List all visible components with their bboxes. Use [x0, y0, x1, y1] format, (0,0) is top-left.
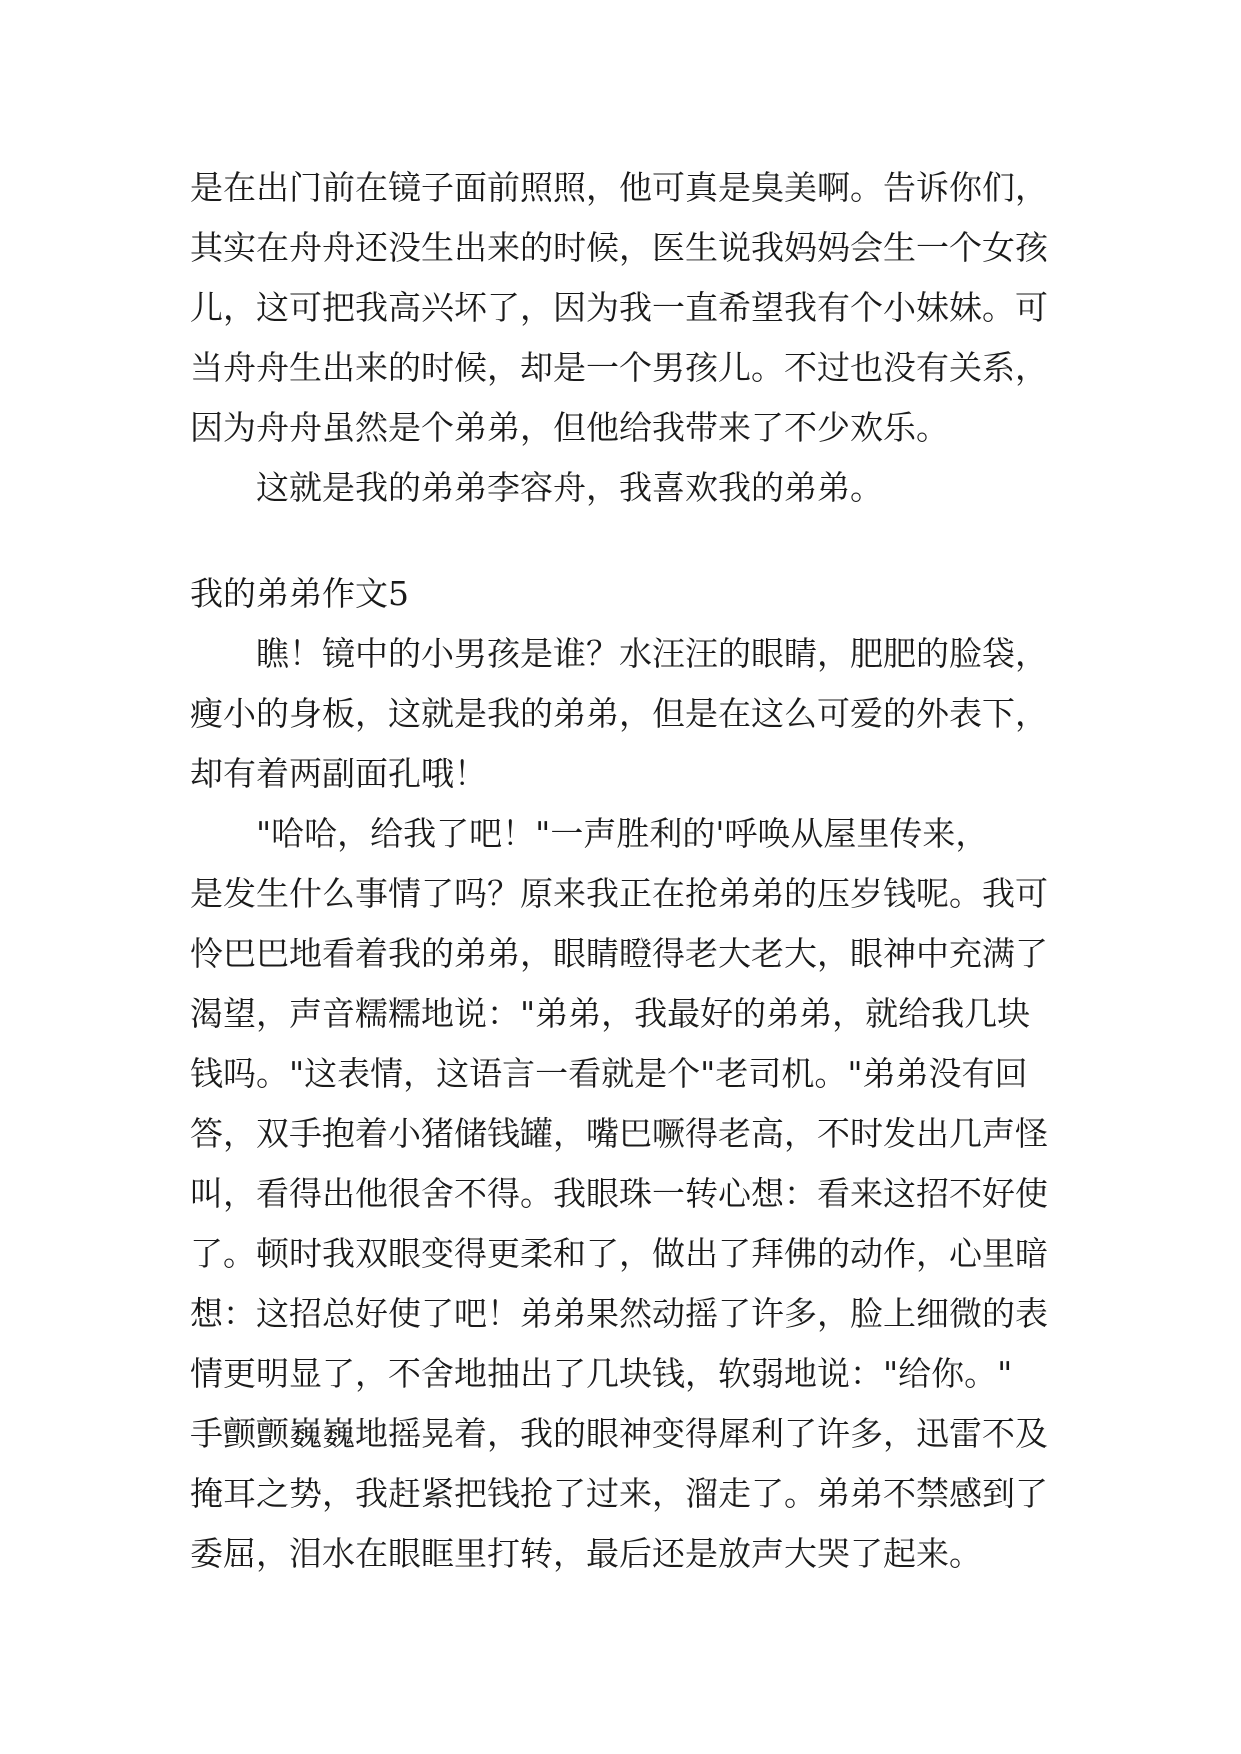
paragraph-line: 儿，这可把我高兴坏了，因为我一直希望我有个小妹妹。可 — [190, 288, 1048, 327]
essay-heading: 我的弟弟作文5 — [190, 574, 409, 613]
paragraph-line: 渴望，声音糯糯地说："弟弟，我最好的弟弟，就给我几块 — [190, 994, 1031, 1033]
paragraph-line: "哈哈，给我了吧！"一声胜利的'呼唤从屋里传来， — [256, 814, 989, 853]
paragraph-line: 是发生什么事情了吗？原来我正在抢弟弟的压岁钱呢。我可 — [190, 874, 1048, 913]
paragraph-line: 因为舟舟虽然是个弟弟，但他给我带来了不少欢乐。 — [190, 408, 949, 447]
paragraph-line: 手颤颤巍巍地摇晃着，我的眼神变得犀利了许多，迅雷不及 — [190, 1414, 1048, 1453]
paragraph-line: 怜巴巴地看着我的弟弟，眼睛瞪得老大老大，眼神中充满了 — [190, 934, 1048, 973]
paragraph-line: 了。顿时我双眼变得更柔和了，做出了拜佛的动作，心里暗 — [190, 1234, 1048, 1273]
paragraph-line: 瞧！镜中的小男孩是谁？水汪汪的眼睛，肥肥的脸袋， — [256, 634, 1048, 673]
paragraph-line: 掩耳之势，我赶紧把钱抢了过来，溜走了。弟弟不禁感到了 — [190, 1474, 1048, 1513]
paragraph-line: 钱吗。"这表情，这语言一看就是个"老司机。"弟弟没有回 — [190, 1054, 1028, 1093]
paragraph-line: 是在出门前在镜子面前照照，他可真是臭美啊。告诉你们， — [190, 168, 1048, 207]
paragraph-line: 其实在舟舟还没生出来的时候，医生说我妈妈会生一个女孩 — [190, 228, 1048, 267]
essay-5 — [190, 564, 1070, 1584]
essay-continuation — [190, 158, 1070, 518]
paragraph-line: 情更明显了，不舍地抽出了几块钱，软弱地说："给你。" — [190, 1354, 1013, 1393]
closing-paragraph: 这就是我的弟弟李容舟，我喜欢我的弟弟。 — [256, 468, 883, 507]
paragraph-line: 瘦小的身板，这就是我的弟弟，但是在这么可爱的外表下， — [190, 694, 1048, 733]
paragraph-line: 想：这招总好使了吧！弟弟果然动摇了许多，脸上细微的表 — [190, 1294, 1048, 1333]
paragraph-line: 答，双手抱着小猪储钱罐，嘴巴噘得老高，不时发出几声怪 — [190, 1114, 1048, 1153]
paragraph-line: 当舟舟生出来的时候，却是一个男孩儿。不过也没有关系， — [190, 348, 1048, 387]
paragraph-line: 叫，看得出他很舍不得。我眼珠一转心想：看来这招不好使 — [190, 1174, 1048, 1213]
paragraph-line: 委屈，泪水在眼眶里打转，最后还是放声大哭了起来。 — [190, 1534, 982, 1573]
paragraph-line: 却有着两副面孔哦！ — [190, 754, 487, 793]
